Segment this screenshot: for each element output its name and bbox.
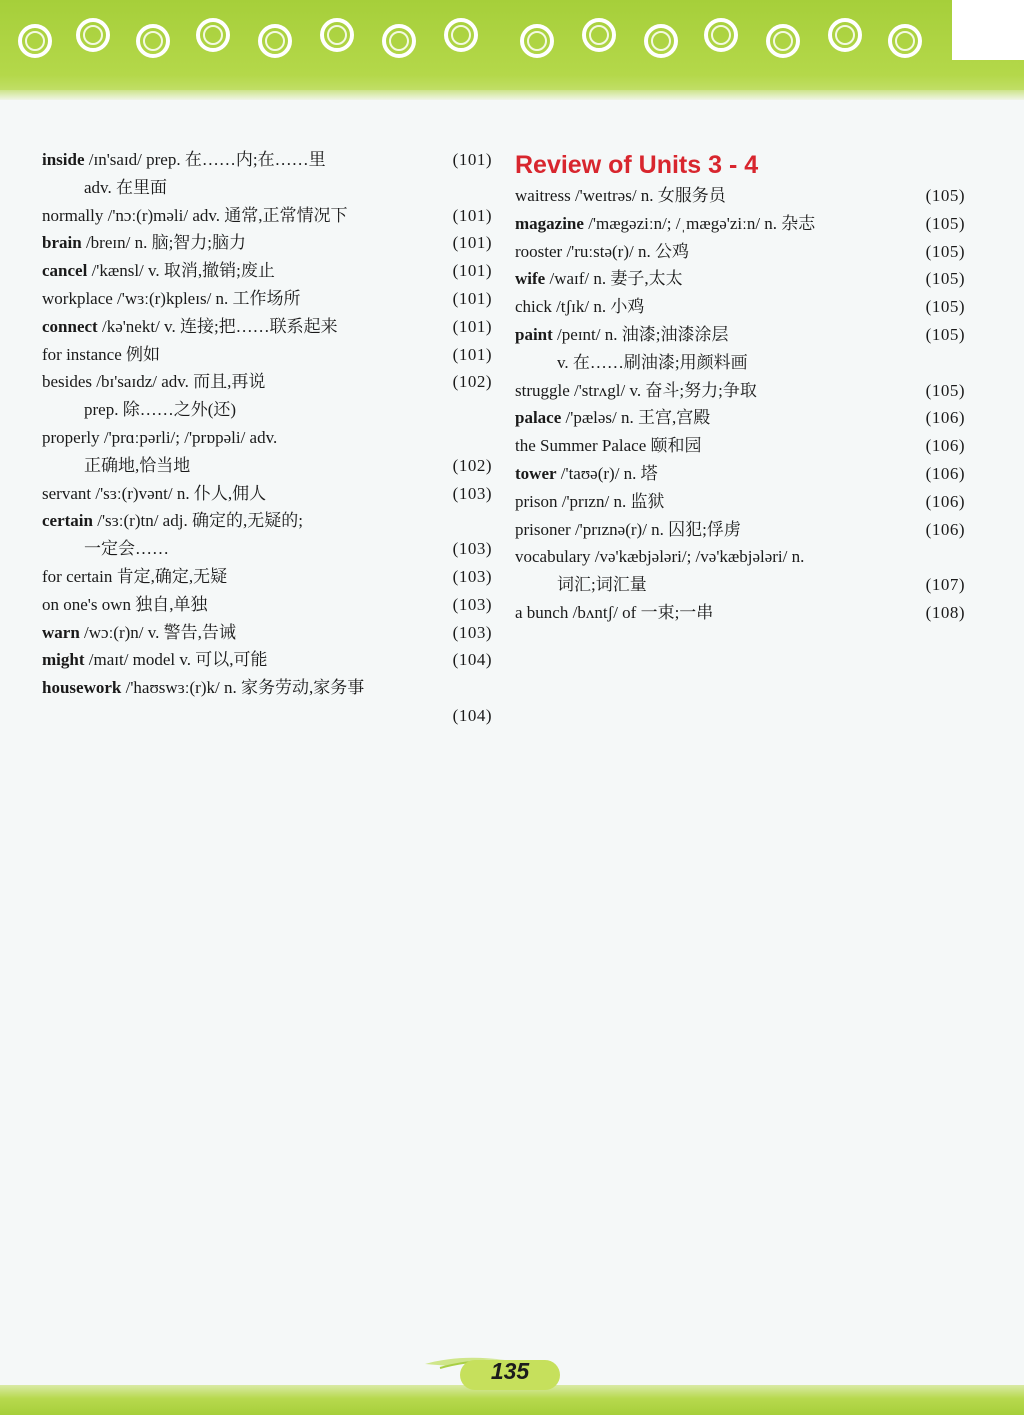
- vocab-entry: [515, 321, 965, 377]
- entry-headword-line: paint /peɪnt/ n. 油漆;油漆涂层: [515, 324, 729, 344]
- entry-page-ref: (102): [452, 372, 492, 392]
- vocab-entry: [515, 543, 965, 599]
- entry-continuation: 正确地,恰当地: [84, 455, 191, 475]
- vocab-entry: [515, 182, 965, 210]
- vocab-entry: [42, 313, 492, 341]
- vocab-entry: [42, 563, 492, 591]
- entry-bold-word: wife: [515, 269, 546, 289]
- entry-headword-line: normally /'nɔː(r)məli/ adv. 通常,正常情况下: [42, 205, 348, 225]
- entry-headword-line: cancel /'kænsl/ v. 取消,撤销;废止: [42, 261, 275, 281]
- entry-continuation: 一定会……: [84, 539, 169, 559]
- section-title: Review of Units 3 - 4: [515, 151, 759, 179]
- ring-decoration: [18, 24, 52, 58]
- entry-headword-line: warn /wɔː(r)n/ v. 警告,告诫: [42, 622, 236, 642]
- ring-decoration: [196, 18, 230, 52]
- vocab-entry: [42, 424, 492, 480]
- entry-page-ref: (102): [452, 455, 492, 475]
- entry-page-ref: (106): [925, 491, 965, 511]
- entry-page-ref: (108): [925, 602, 965, 622]
- vocab-entry: [42, 202, 492, 230]
- vocab-entry: [42, 285, 492, 313]
- entry-continuation: prep. 除……之外(还): [84, 400, 237, 420]
- entry-headword-line: magazine /'mægəziːn/; /ˌmægə'ziːn/ n. 杂志: [515, 213, 816, 233]
- entry-headword-line: connect /kə'nekt/ v. 连接;把……联系起来: [42, 316, 338, 336]
- entry-page-ref: (103): [452, 483, 492, 503]
- header-band-edge: [0, 90, 1024, 100]
- entry-page-ref: (105): [925, 324, 965, 344]
- vocab-entry: [515, 516, 965, 544]
- entry-continuation: adv. 在里面: [84, 177, 167, 197]
- vocab-entry: [42, 619, 492, 647]
- vocab-entry: [515, 599, 965, 627]
- entry-bold-word: housework: [42, 678, 122, 698]
- entry-headword-line: on one's own 独自,单独: [42, 594, 208, 614]
- entry-headword-line: servant /'sɜː(r)vənt/ n. 仆人,佣人: [42, 483, 267, 503]
- entry-page-ref: (101): [452, 233, 492, 253]
- entry-headword-line: the Summer Palace 颐和园: [515, 436, 702, 456]
- entry-headword-line: certain /'sɜː(r)tn/ adj. 确定的,无疑的;: [42, 511, 303, 531]
- entry-page-ref: (105): [925, 213, 965, 233]
- entry-page-ref: (101): [452, 150, 492, 169]
- entry-bold-word: paint: [515, 324, 553, 344]
- entry-page-ref: (107): [925, 575, 965, 595]
- entry-bold-word: brain: [42, 233, 82, 253]
- right-vocab-column: [515, 146, 965, 627]
- vocab-entry: [42, 480, 492, 508]
- vocab-entry: [515, 377, 965, 405]
- entry-page-ref: (105): [925, 297, 965, 317]
- vocab-entry: [515, 293, 965, 321]
- entry-page-ref: (106): [925, 519, 965, 539]
- page-number: 135: [490, 1358, 530, 1384]
- entry-page-ref: (106): [925, 463, 965, 483]
- vocab-entry: [42, 674, 492, 730]
- entry-page-ref: (101): [452, 205, 492, 225]
- entry-page-ref: (101): [452, 344, 492, 364]
- entry-page-ref: (105): [925, 269, 965, 289]
- ring-decoration: [320, 18, 354, 52]
- entry-headword-line: might /maɪt/ model v. 可以,可能: [42, 650, 268, 670]
- vocab-entry: [42, 341, 492, 369]
- entry-continuation: [42, 702, 492, 730]
- entry-headword-line: housework /'haʊswɜː(r)k/ n. 家务劳动,家务事: [42, 678, 365, 698]
- vocab-entry: [42, 368, 492, 424]
- entry-headword-line: for instance 例如: [42, 344, 161, 364]
- entry-headword-line: waitress /'weɪtrəs/ n. 女服务员: [515, 186, 726, 205]
- vocab-entry: [515, 238, 965, 266]
- vocab-entry: [42, 646, 492, 674]
- entry-continuation: v. 在……刷油漆;用颜料画: [557, 352, 748, 372]
- entry-bold-word: certain: [42, 511, 93, 531]
- entry-headword-line: prison /'prɪzn/ n. 监狱: [515, 491, 665, 511]
- ring-decoration: [644, 24, 678, 58]
- entry-headword-line: wife /waɪf/ n. 妻子,太太: [515, 269, 683, 289]
- right-entries: [515, 182, 965, 627]
- ring-decoration: [888, 24, 922, 58]
- vocab-entry: [42, 507, 492, 563]
- entry-page-ref: (101): [452, 288, 492, 308]
- entry-bold-word: magazine: [515, 213, 584, 233]
- vocab-entry: [515, 210, 965, 238]
- entry-page-ref: (103): [452, 622, 492, 642]
- entry-bold-word: connect: [42, 316, 98, 336]
- ring-decoration: [704, 18, 738, 52]
- entry-headword-line: inside /ɪn'saɪd/ prep. 在……内;在……里: [42, 150, 326, 169]
- ring-decoration: [520, 24, 554, 58]
- ring-decoration: [582, 18, 616, 52]
- entry-bold-word: palace: [515, 408, 562, 428]
- entry-page-ref: (105): [925, 241, 965, 261]
- entry-headword-line: rooster /'ruːstə(r)/ n. 公鸡: [515, 241, 689, 261]
- entry-headword-line: workplace /'wɜː(r)kpleɪs/ n. 工作场所: [42, 288, 301, 308]
- entry-page-ref: (105): [925, 186, 965, 205]
- header-corner: [952, 0, 1024, 60]
- entry-bold-word: inside: [42, 150, 85, 169]
- entry-page-ref: (103): [452, 594, 492, 614]
- ring-decoration: [76, 18, 110, 52]
- entry-page-ref: (106): [925, 436, 965, 456]
- ring-decoration: [828, 18, 862, 52]
- entry-page-ref: (103): [452, 566, 492, 586]
- ring-decoration: [136, 24, 170, 58]
- entry-continuation: 词汇;词汇量: [557, 575, 647, 595]
- entry-bold-word: cancel: [42, 261, 88, 281]
- vocab-entry: [515, 488, 965, 516]
- entry-headword-line: tower /'taʊə(r)/ n. 塔: [515, 463, 658, 483]
- entry-headword-line: struggle /'strʌgl/ v. 奋斗;努力;争取: [515, 380, 757, 400]
- entry-page-ref: (101): [452, 316, 492, 336]
- vocab-entry: [515, 460, 965, 488]
- entry-headword-line: for certain 肯定,确定,无疑: [42, 566, 228, 586]
- entry-headword-line: a bunch /bʌntʃ/ of 一束;一串: [515, 602, 714, 622]
- entry-headword-line: properly /'prɑːpərli/; /'prɒpəli/ adv.: [42, 427, 278, 447]
- entry-page-ref: (101): [452, 261, 492, 281]
- entry-headword-line: prisoner /'prɪznə(r)/ n. 囚犯;俘虏: [515, 519, 741, 539]
- page-number-badge: [420, 1352, 570, 1396]
- vocab-entry: [42, 257, 492, 285]
- ring-decoration: [258, 24, 292, 58]
- entry-page-ref: (104): [452, 650, 492, 670]
- entry-page-ref: (104): [452, 705, 492, 725]
- entry-headword-line: besides /bɪ'saɪdz/ adv. 而且,再说: [42, 372, 266, 392]
- left-vocab-column: [42, 146, 492, 730]
- vocab-entry: [42, 146, 492, 202]
- vocab-entry: [515, 404, 965, 432]
- ring-decoration: [382, 24, 416, 58]
- vocab-entry: [42, 229, 492, 257]
- entry-page-ref: (106): [925, 408, 965, 428]
- entry-headword-line: chick /tʃɪk/ n. 小鸡: [515, 297, 645, 317]
- entry-headword-line: vocabulary /və'kæbjələri/; /və'kæbjələri/ n.: [515, 547, 805, 567]
- entry-bold-word: might: [42, 650, 85, 670]
- ring-decoration: [766, 24, 800, 58]
- ring-decoration: [444, 18, 478, 52]
- entry-page-ref: (105): [925, 380, 965, 400]
- entry-page-ref: (103): [452, 539, 492, 559]
- entry-bold-word: tower: [515, 463, 557, 483]
- entry-headword-line: brain /breɪn/ n. 脑;智力;脑力: [42, 233, 247, 253]
- vocab-entry: [515, 432, 965, 460]
- vocab-entry: [515, 265, 965, 293]
- entry-bold-word: warn: [42, 622, 80, 642]
- entry-headword-line: palace /'pæləs/ n. 王宫,宫殿: [515, 408, 711, 428]
- vocab-entry: [42, 591, 492, 619]
